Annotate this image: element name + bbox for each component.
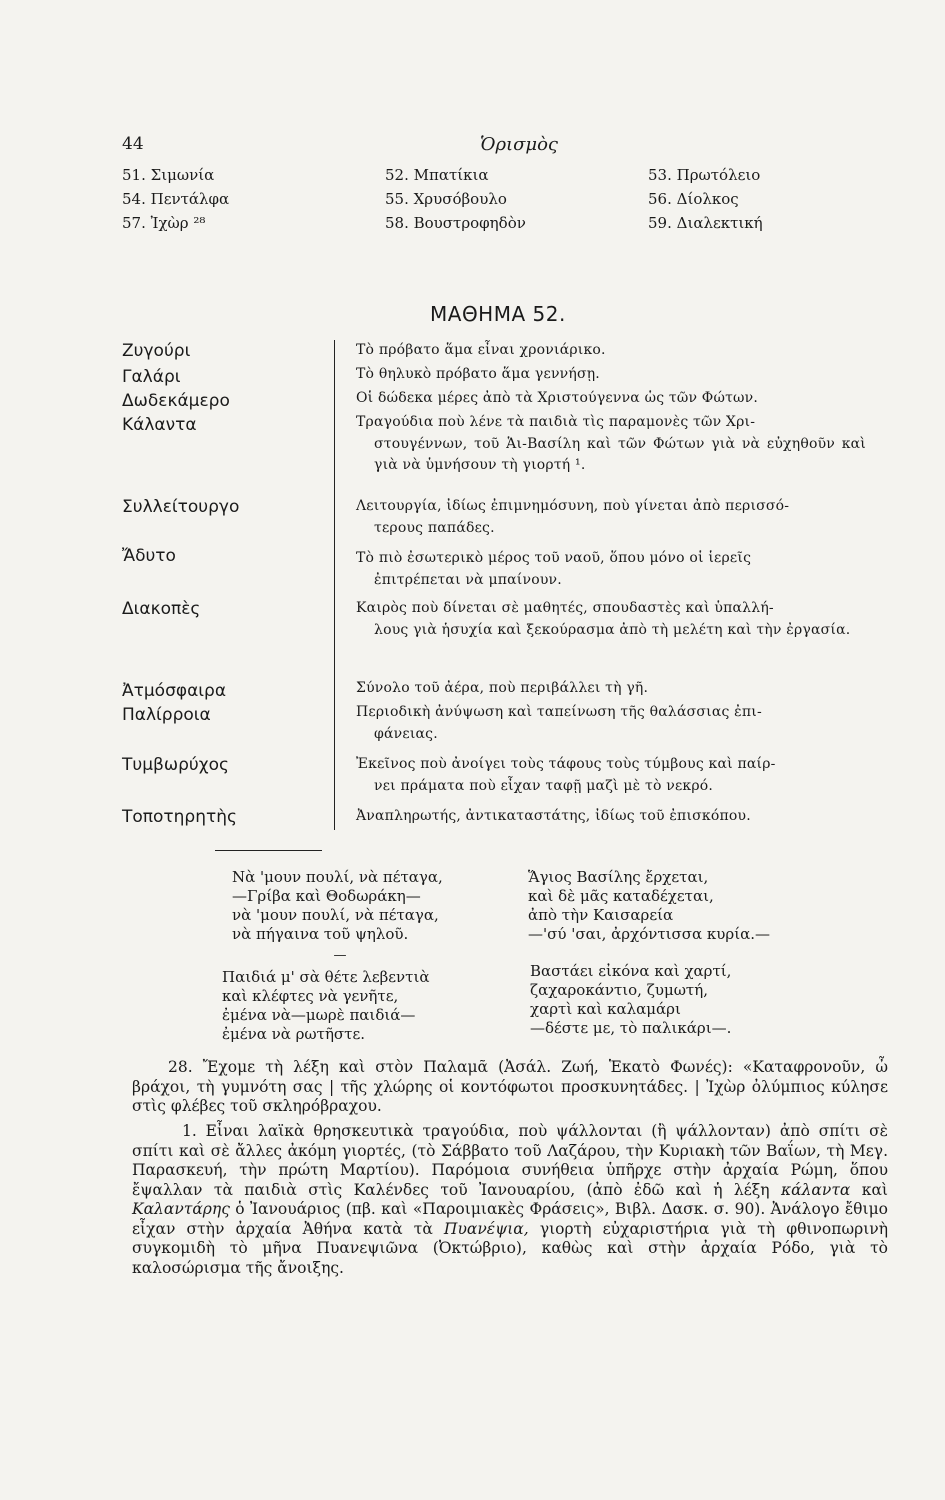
definition: Καιρὸς ποὺ δίνεται σὲ μαθητές, σπουδαστὲς καὶ ὑπαλλή- λους γιὰ ἡσυχία καὶ ξεκούρασμα ἀπὸ τὴ μελέτη καὶ τὴν ἐργασία.: [356, 600, 851, 638]
poem-stanza: Ἅγιος Βασίλης ἔρχεται, καὶ δὲ μᾶς καταδέχεται, ἀπὸ τὴν Καισαρεία —'σύ 'σαι, ἀρχόντισσα κυρία.—: [528, 868, 770, 943]
term: Γαλάρι: [122, 367, 181, 387]
term: Συλλείτουργο: [122, 497, 240, 517]
term: Διακοπὲς: [122, 599, 201, 619]
term: Δωδεκάμερο: [122, 391, 230, 411]
definition: Σύνολο τοῦ ἀέρα, ποὺ περιβάλλει τὴ γῆ.: [356, 680, 649, 696]
lesson-title: ΜΑΘΗΜΑ 52.: [430, 302, 566, 326]
running-title: Ὁρισμὸς: [480, 134, 559, 155]
list-item: 52. Μπατίκια: [385, 166, 489, 184]
term: Κάλαντα: [122, 415, 197, 435]
term: Τοποτηρητὴς: [122, 807, 237, 827]
definition: Τὸ πιὸ ἐσωτερικὸ μέρος τοῦ ναοῦ, ὅπου μόνο οἱ ἱερεῖς ἐπιτρέπεται νὰ μπαίνουν.: [356, 550, 752, 588]
list-item: 59. Διαλεκτική: [648, 214, 763, 232]
poem-separator: —: [333, 948, 347, 963]
list-item: 58. Βουστροφηδὸν: [385, 214, 526, 232]
term: Ἀτμόσφαιρα: [122, 681, 227, 701]
term: Ἄδυτο: [122, 546, 176, 566]
list-item: 53. Πρωτόλειο: [648, 166, 761, 184]
list-item: 57. Ἰχὼρ ²⁸: [122, 214, 206, 232]
list-item: 56. Δίολκος: [648, 190, 739, 208]
footnote-rule: [215, 850, 322, 851]
term: Ζυγούρι: [122, 341, 191, 361]
definition: Τὸ πρόβατο ἅμα εἶναι χρονιάρικο.: [356, 342, 606, 358]
definition: Τὸ θηλυκὸ πρόβατο ἅμα γεννήσῃ.: [356, 366, 600, 382]
definition: Ἐκεῖνος ποὺ ἀνοίγει τοὺς τάφους τοὺς τύμβους καὶ παίρ- νει πράματα ποὺ εἶχαν ταφῇ μαζὶ μὲ τὸ νεκρό.: [356, 756, 776, 794]
page-number: 44: [122, 134, 144, 154]
column-divider: [334, 340, 335, 830]
definition: Λειτουργία, ἰδίως ἐπιμνημόσυνη, ποὺ γίνεται ἀπὸ περισσό- τερους παπάδες.: [356, 498, 790, 536]
poem-stanza: Παιδιά μ' σὰ θέτε λεβεντιὰ καὶ κλέφτες νὰ γενῆτε, ἐμένα νὰ—μωρὲ παιδιά— ἐμένα νὰ ρωτῆστε.: [222, 968, 430, 1043]
poem-stanza: Βαστάει εἰκόνα καὶ χαρτί, ζαχαροκάντιο, ζυμωτή, χαρτὶ καὶ καλαμάρι —δέστε με, τὸ παλικάρι—.: [530, 962, 732, 1037]
list-item: 54. Πεντάλφα: [122, 190, 230, 208]
definition: Ἀναπληρωτής, ἀντικαταστάτης, ἰδίως τοῦ ἐπισκόπου.: [356, 808, 751, 824]
term: Παλίρροια: [122, 705, 211, 725]
definition: Οἱ δώδεκα μέρες ἀπὸ τὰ Χριστούγεννα ὡς τῶν Φώτων.: [356, 390, 759, 406]
poem-stanza: Νὰ 'μουν πουλί, νὰ πέταγα, —Γρίβα καὶ Θοδωράκη— νὰ 'μουν πουλί, νὰ πέταγα, νὰ πήγαινα τοῦ ψηλοῦ.: [232, 868, 443, 943]
footnote-28: 28. Ἔχομε τὴ λέξη καὶ στὸν Παλαμᾶ (Ἀσάλ. Ζωή, Ἑκατὸ Φωνές): «Καταφρονοῦν, ὦ βράχοι, τὴ γυμνότη σας | τῆς χλώρης οἱ κοντόφωτοι προσκυνητάδες. | Ἰχὼρ ὀλύμπιος κύλησε στὶς φλέβες τοῦ σκληρόβραχου.: [132, 1058, 888, 1115]
definition: Περιοδικὴ ἀνύψωση καὶ ταπείνωση τῆς θαλάσσιας ἐπι- φάνειας.: [356, 704, 762, 742]
list-item: 51. Σιμωνία: [122, 166, 215, 184]
footnote-1: 1. Εἶναι λαϊκὰ θρησκευτικὰ τραγούδια, ποὺ ψάλλονται (ἢ ψάλλονταν) ἀπὸ σπίτι σὲ σπίτι καὶ σὲ ἄλλες ἀκόμη γιορτές, (τὸ Σάββατο τοῦ Λαζάρου, τὴν Κυριακὴ τῶν Βαΐων, τὴ Μεγ. Παρασκευή, τὴν πρώτη Μαρτίου). Παρόμοια συνήθεια ὑπῆρχε στὴν ἀρχαία Ρώμη, ὅπου ἔψαλλαν τὰ παιδιὰ στὶς Καλένδες τοῦ Ἰανουαρίου, (ἀπὸ ἐδῶ καὶ ἡ λέξη κάλαντα καὶ Καλαντάρης ὁ Ἰανουάριος (πβ. καὶ «Παροιμιακὲς Φράσεις», Βιβλ. Δασκ. σ. 90). Ἀνάλογο ἔθιμο εἶχαν στὴν ἀρχαία Ἀθήνα κατὰ τὰ Πυανέψια, γιορτὴ εὐχαριστήρια γιὰ τὴ φθινοπωρινὴ συγκομιδὴ τὸ μῆνα Πυανεψιῶνα (Ὀκτώβριο), καθὼς καὶ στὴν ἀρχαία Ρόδο, γιὰ τὸ καλοσώρισμα τῆς ἄνοιξης.: [132, 1122, 888, 1277]
definition: Τραγούδια ποὺ λένε τὰ παιδιὰ τὶς παραμονὲς τῶν Χρι- στουγέννων, τοῦ Ἁι-Βασίλη καὶ τῶν Φώτων γιὰ νὰ εὐχηθοῦν καὶ γιὰ νὰ ὑμνήσουν τὴ γιορτή ¹.: [356, 414, 866, 473]
list-item: 55. Χρυσόβουλο: [385, 190, 507, 208]
term: Τυμβωρύχος: [122, 755, 229, 775]
